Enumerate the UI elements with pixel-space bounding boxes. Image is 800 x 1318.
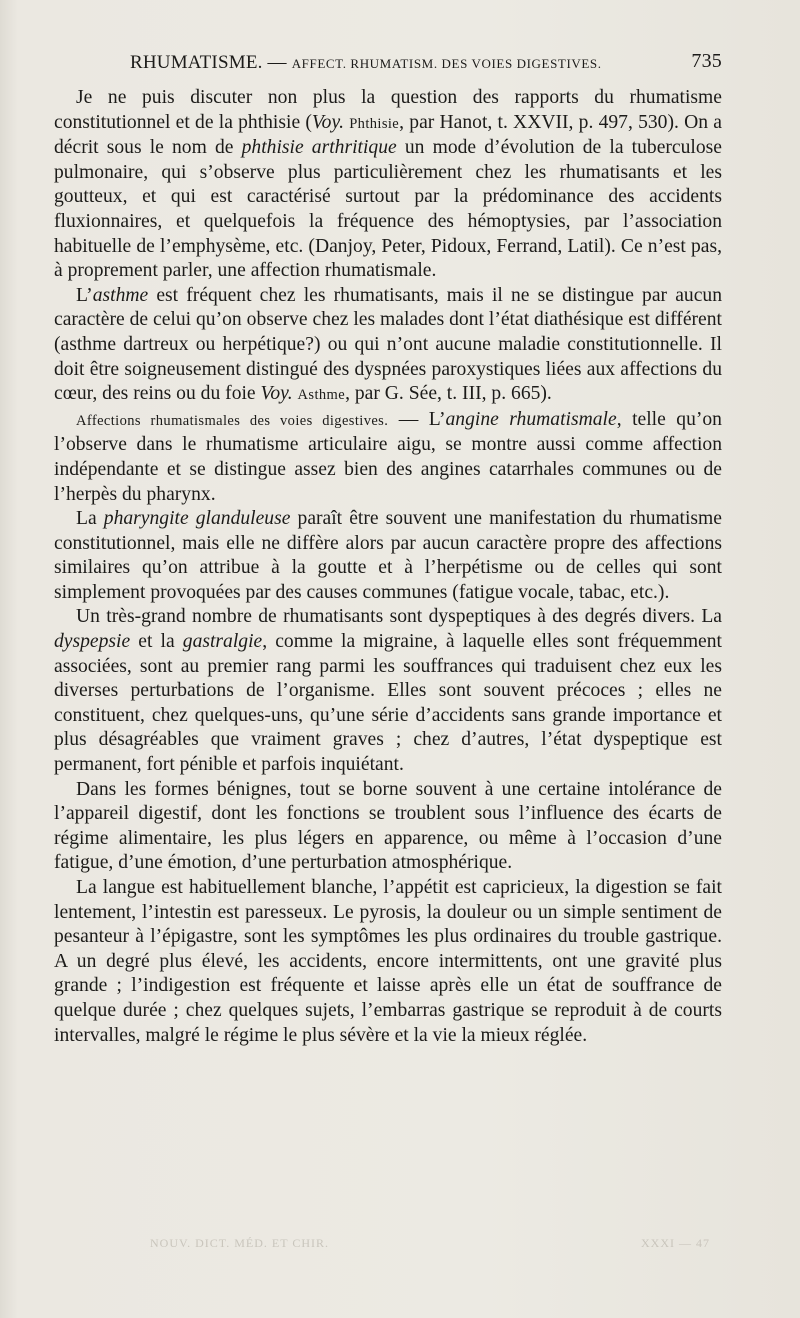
text-run: un mode d’évolution de la tuberculose pulmonaire, qui s’observe plus particulièrement chez les rhumatisants et les goutteux, et qui est caractérisé surtout par la prédominance des accidents fluxionnaires, et quelquefois la fréquence des hémoptysies, par l’association habituelle de l’emphysème, etc. (Danjoy, Peter, Pidoux, Ferrand, Latil). Ce n’est pas, à proprement parler, une affection rhumatismale.: [54, 137, 722, 282]
italic-term: angine rhumatismale: [445, 408, 617, 430]
italic-term: asthme: [92, 284, 149, 306]
text-run: L’: [76, 284, 93, 306]
text-run: et la: [130, 631, 183, 653]
show-through-footer: [150, 1236, 710, 1256]
text-run: Je ne puis discuter non plus la question des rapports du rhumatisme constitutionnel et de la phthisie (: [54, 87, 722, 133]
paragraph-3: [54, 408, 722, 507]
italic-term: dyspepsie: [54, 631, 131, 653]
text-run: , par G. Sée, t. III, p. 665).: [345, 383, 552, 405]
small-caps-term: Phthisie: [349, 115, 400, 132]
body-text: [54, 86, 722, 1048]
text-run: est fréquent chez les rhumatisants, mais il ne se distingue par aucun caractère de celui qu’on observe chez les malades dont l’état diathésique est différent (asthme dartreux ou herpétique?) ou qui n’ont aucune maladie constitutionnelle. Il doit être soigneusement distingué des dyspnées paroxystiques liées aux affections du cœur, des reins ou du foie: [54, 284, 722, 405]
text-run: La: [76, 508, 104, 530]
paragraph-7: [54, 876, 722, 1048]
running-head-subtitle: AFFECT. RHUMATISM. DES VOIES DIGESTIVES.: [291, 56, 602, 71]
italic-term: phthisie arthritique: [241, 137, 397, 159]
italic-term: gastralgie: [182, 631, 263, 653]
small-caps-term: Asthme: [297, 387, 346, 404]
italic-term: Voy.: [311, 111, 344, 133]
show-through-left: NOUV. DICT. MÉD. ET CHIR.: [150, 1236, 330, 1250]
show-through-right: XXXI — 47: [641, 1236, 710, 1250]
running-head-title: RHUMATISME. — AFFECT. RHUMATISM. DES VOIES DIGESTIVES.: [130, 52, 602, 73]
paragraph-2: [54, 284, 722, 408]
text-run: La langue est habituellement blanche, l’appétit est capricieux, la digestion se fait lentement, l’intestin est paresseux. Le pyrosis, la douleur ou un simple sentiment de pesanteur à l’épigastre, sont les symptômes les plus ordinaires du trouble gastrique. A un degré plus élevé, les accidents, encore intermittents, ont une gravité plus grande ; l’indigestion est fréquente et laisse après elle un état de souffrance de quelque durée ; chez quelques sujets, l’embarras gastrique se reproduit à de courts intervalles, malgré le régime le plus sévère et la vie la mieux réglée.: [54, 877, 722, 1046]
paragraph-4: [54, 507, 722, 605]
italic-term: pharyngite glanduleuse: [103, 508, 291, 530]
paragraph-1: [54, 86, 722, 284]
text-run: , telle qu’on l’observe dans le rhumatisme articulaire aigu, se montre aussi comme affection indépendante et se distingue assez bien des angines catarrhales communes ou de l’herpès du pharynx.: [54, 408, 722, 505]
text-run: , comme la migraine, à laquelle elles sont fréquemment associées, sont au premier rang parmi les souffrances qui traduisent chez eux les diverses perturbations de l’organisme. Elles sont souvent précoces ; elles ne constituent, chez quelques-uns, qu’une série d’accidents sans grande importance et plus désagréables que vraiment graves ; chez d’autres, l’état dyspeptique est permanent, fort pénible et parfois inquiétant.: [54, 631, 722, 776]
text-run: , par Hanot, t. XXVII, p. 497, 530). On a décrit sous le nom de: [54, 111, 722, 159]
small-caps-term: Affections rhumatismales des voies digestives.: [76, 412, 389, 429]
running-head: [130, 50, 722, 78]
text-run: Dans les formes bénignes, tout se borne souvent à une certaine intolérance de l’appareil digestif, dont les fonctions se troublent sous l’influence des écarts de régime alimentaire, les plus légers en apparence, ou même à l’occasion d’une fatigue, d’une émotion, d’une perturbation atmosphérique.: [54, 778, 722, 874]
page-number: 735: [691, 50, 722, 72]
text-run: Un très-grand nombre de rhumatisants sont dyspeptiques à des degrés divers. La: [76, 606, 722, 628]
italic-term: Voy.: [260, 383, 293, 405]
paragraph-5: [54, 605, 722, 777]
text-run: paraît être souvent une manifestation du rhumatisme constitutionnel, mais elle ne diffère alors par aucun caractère propre des affections similaires qu’on attribue à la goutte et à l’herpétisme ou de celles qui sont simplement provoquées par des causes communes (fatigue vocale, tabac, etc.).: [54, 508, 722, 603]
paragraph-6: [54, 778, 722, 876]
text-run: — L’: [388, 408, 446, 430]
